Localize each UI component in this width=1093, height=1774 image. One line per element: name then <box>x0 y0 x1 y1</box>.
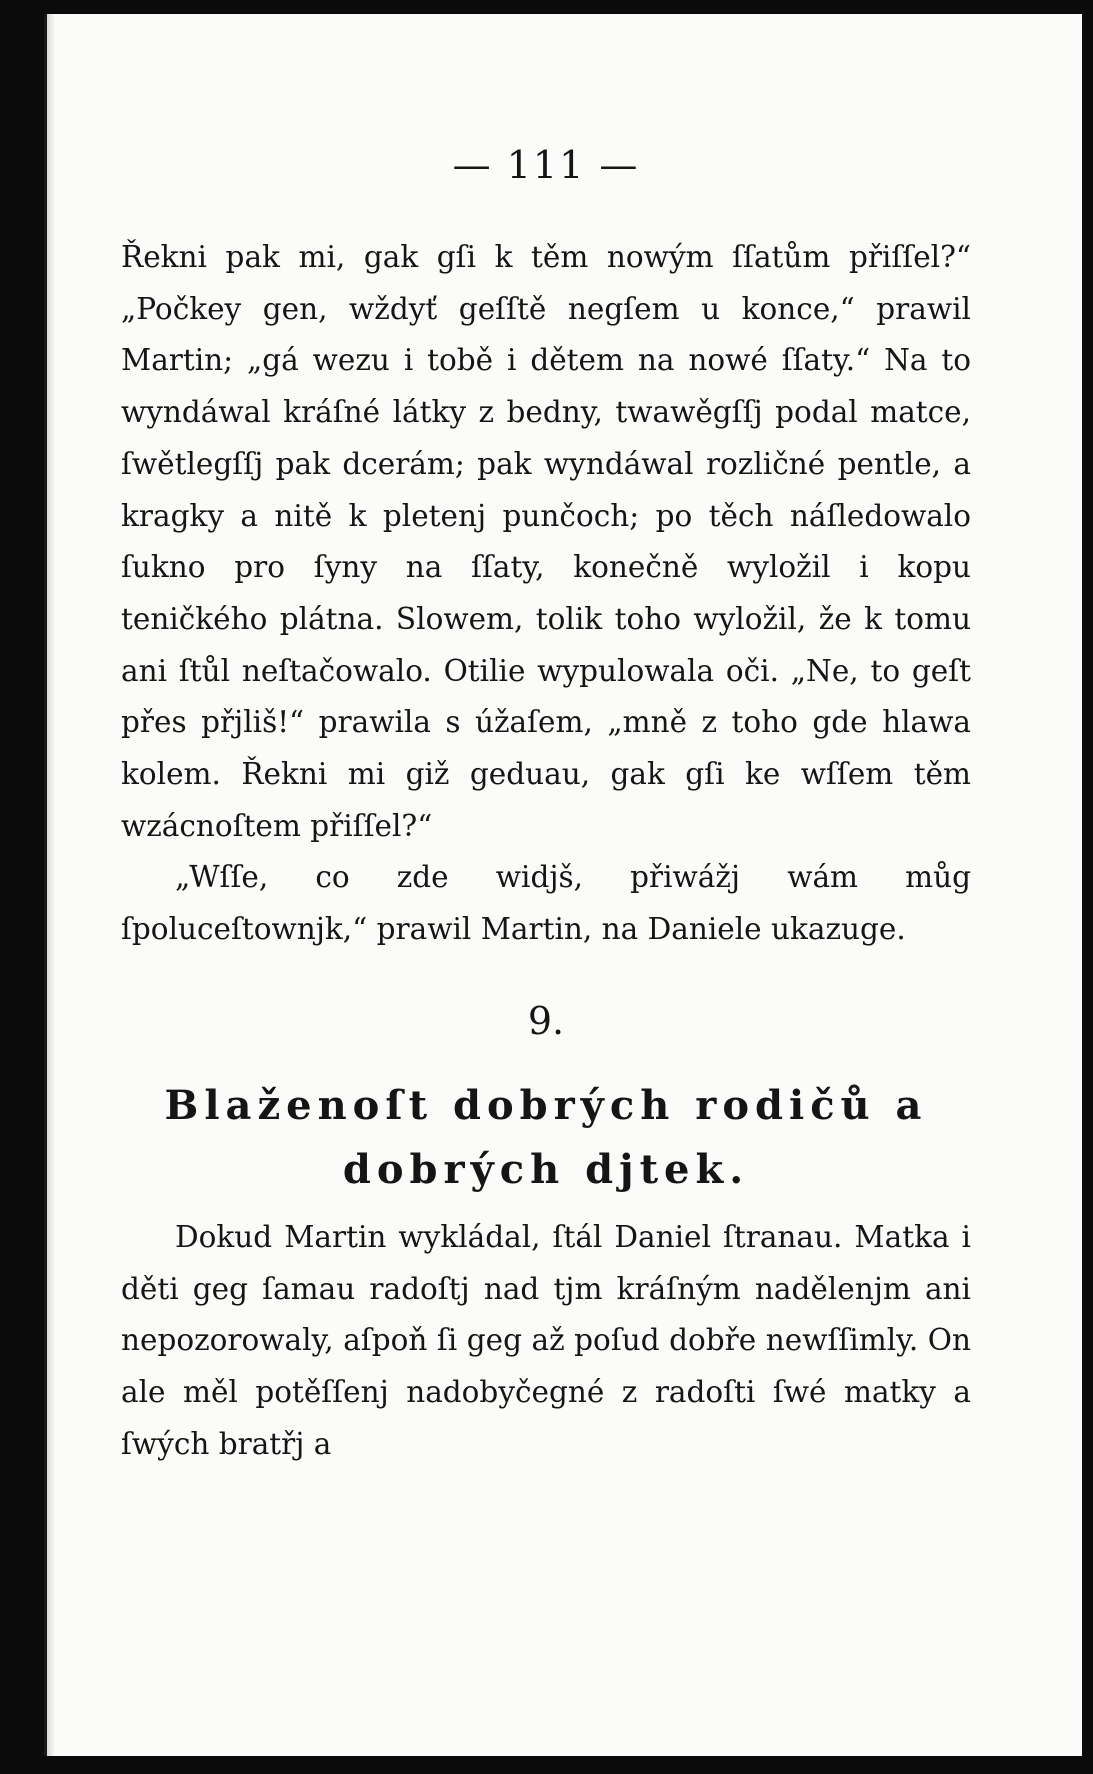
page-gutter-shadow <box>47 14 55 1756</box>
page-number: — 111 — <box>452 143 640 187</box>
paragraph-dialogue: Řekni pak mi, gak gſi k těm nowým ſſatům přiſſel?“ „Počkey gen, wždyť geſſtě negſem u konce,“ prawil Martin; „gá wezu i tobě i dětem na nowé ſſaty.“ Na to wyndáwal kráſné látky z bedny, twawěgſſj podal matce, ſwětlegſſj pak dcerám; pak wyndáwal rozličné pentle, a kragky a nitě k pletenj punčoch; po těch náſledowalo ſukno pro ſyny na ſſaty, konečně wyložil i kopu teničkého plátna. Slowem, tolik toho wyložil, že k tomu ani ſtůl neſtačowalo. Otilie wypulowala oči. „Ne, to geſt přes přjliš!“ prawila s úžaſem, „mně z toho gde hlawa kolem. Řekni mi giž geduau, gak gſi ke wſſem těm wzácnoſtem přiſſel?“ <box>121 240 971 843</box>
chapter-title-line-1: Blaženoſt dobrých rodičů a <box>164 1081 928 1129</box>
chapter-title <box>121 1074 971 1202</box>
chapter-number: 9. <box>527 998 565 1043</box>
text-block <box>121 138 971 1470</box>
paragraph-martin-reply: „Wſſe, co zde widjš, přiwážj wám můg ſpoluceſtownjk,“ prawil Martin, na Daniele ukazuge. <box>121 860 971 947</box>
paragraph-chapter-opening: Dokud Martin wykládal, ſtál Daniel ſtranau. Matka i děti geg ſamau radoſtj nad tjm kráſným nadělenjm ani nepozorowaly, aſpoň ſi geg až poſud dobře newſſimly. On ale měl potěſſenj nadobyčegné z radoſti ſwé matky a ſwých bratřj a <box>121 1219 971 1461</box>
book-page <box>44 14 1082 1756</box>
chapter-title-line-2: dobrých djtek. <box>342 1145 750 1193</box>
